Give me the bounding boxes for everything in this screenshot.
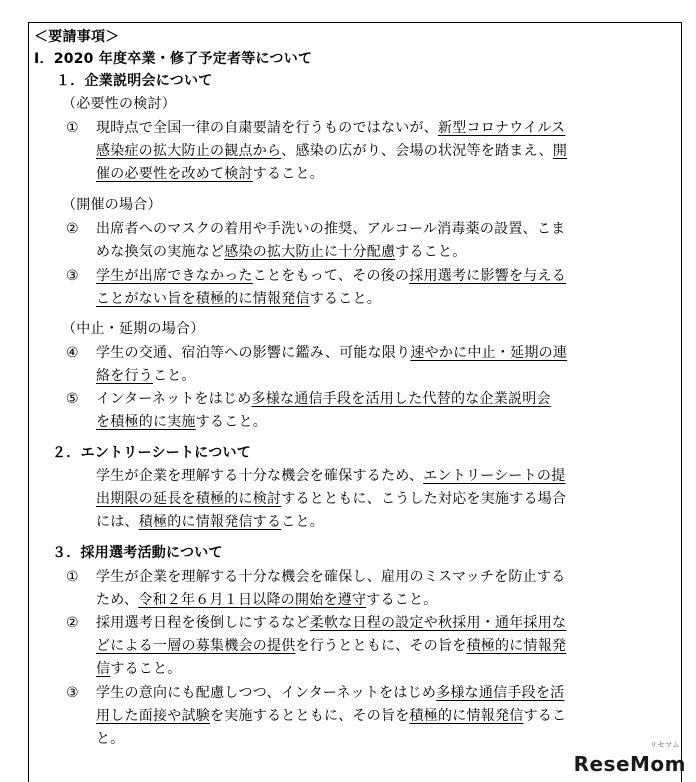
watermark-brand: ReseMom (573, 752, 686, 776)
item4-line1: 学生の交通、宿泊等への影響に鑑み、可能な限り速やかに中止・延期の連 (96, 345, 568, 361)
item1-line1: 現時点で全国一律の自粛要請を行うものではないが、新型コロナウイルス (96, 120, 566, 136)
es-line3: には、積極的に情報発信すること。 (96, 514, 324, 530)
item1-line3: 催の必要性を改めて検討すること。 (96, 166, 324, 182)
group-held: （開催の場合） (62, 197, 162, 213)
sub2-title: ２．エントリーシートについて (52, 445, 251, 461)
s3-item1-line2: ため、令和２年６月１日以降の開始を遵守すること。 (96, 592, 438, 608)
item3-line2: ことがない旨を積極的に情報発信すること。 (96, 291, 381, 307)
item-number: ① (66, 569, 79, 585)
section1-title: Ⅰ．2020 年度卒業・修了予定者等について (34, 51, 313, 67)
item2-line2: めな換気の実施など感染の拡大防止に十分配慮すること。 (96, 244, 467, 260)
item-number: ③ (66, 268, 79, 284)
resemom-watermark (573, 741, 686, 776)
s3-item2-line2: どによる一層の募集機会の提供を行うとともに、その旨を積極的に情報発 (96, 638, 567, 654)
s3-item2-line1: 採用選考日程を後倒しにするなど柔軟な日程の設定や秋採用・通年採用な (96, 615, 567, 631)
item-number: ③ (66, 685, 79, 701)
s3-item3-line1: 学生の意向にも配慮しつつ、インターネットをはじめ多様な通信手段を活 (96, 685, 565, 701)
item5-line2: を積極的に実施すること。 (96, 414, 267, 430)
item3-line1: 学生が出席できなかったことをもって、その後の採用選考に影響を与える (96, 268, 566, 284)
group-necessity: （必要性の検討） (62, 96, 176, 112)
item2-line1: 出席者へのマスクの着用や手洗いの推奨、アルコール消毒薬の設置、こま (96, 221, 566, 237)
item4-line2: 絡を行うこと。 (96, 368, 196, 384)
header: ＜要請事項＞ (34, 29, 120, 45)
s3-item3-line2: 用した面接や試験を実施するとともに、その旨を積極的に情報発信するこ (96, 708, 567, 724)
es-line1: 学生が企業を理解する十分な機会を確保するため、エントリーシートの提 (96, 468, 566, 484)
es-line2: 出期限の延長を積極的に検討するとともに、こうした対応を実施する場合 (96, 491, 567, 507)
sub1-title: １．企業説明会について (56, 73, 213, 89)
item1-line2: 感染症の拡大防止の観点から、感染の広がり、会場の状況等を踏まえ、開 (96, 143, 568, 159)
s3-item1-line1: 学生が企業を理解する十分な機会を確保し、雇用のミスマッチを防止する (96, 569, 566, 585)
item-number: ① (66, 120, 79, 136)
watermark-sub: リセマム (650, 741, 680, 749)
sub3-title: ３．採用選考活動について (52, 545, 223, 561)
item-number: ② (66, 221, 79, 237)
item-number: ⑤ (66, 391, 79, 407)
s3-item3-line3: と。 (96, 731, 125, 747)
item-number: ④ (66, 345, 79, 361)
item-number: ② (66, 615, 79, 631)
s3-item2-line3: 信すること。 (96, 661, 182, 677)
item5-line1: インターネットをはじめ多様な通信手段を活用した代替的な企業説明会 (96, 391, 551, 407)
group-cancel: （中止・延期の場合） (62, 321, 205, 337)
